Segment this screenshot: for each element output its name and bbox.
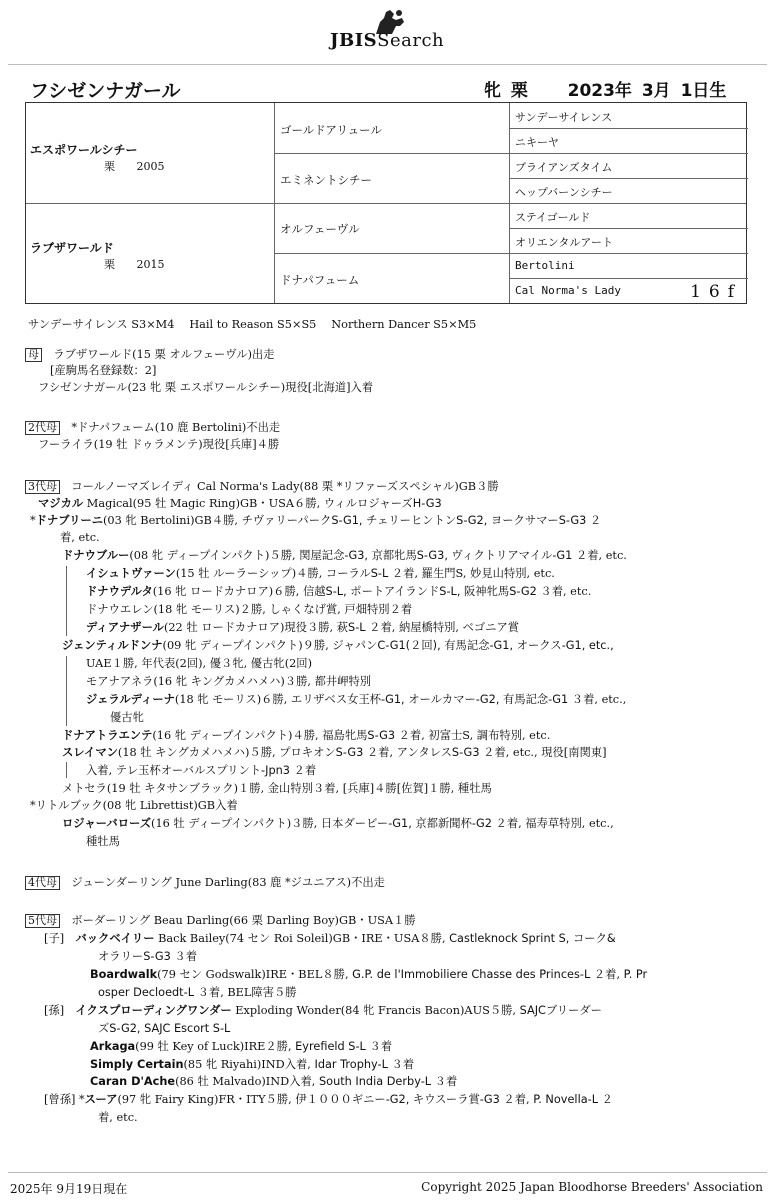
gen3-cell: サンデーサイレンス bbox=[515, 111, 613, 124]
logo-suffix: Search bbox=[377, 30, 445, 51]
dam-section-line: 母 ラブザワールド(15 栗 オルフェーヴル)出走 bbox=[25, 347, 775, 363]
g4-section-line: 4代母 ジューンダーリング June Darling(83 鹿 *ジユニアス)不出走 bbox=[25, 875, 775, 891]
horse-sex: 牝 bbox=[484, 81, 501, 101]
record-line: 着, etc. bbox=[98, 1111, 138, 1124]
tree-connector bbox=[66, 566, 67, 636]
g2-tag: 2代母 bbox=[25, 421, 60, 435]
record-line: ディアナザール(22 牡 ロードカナロア)現役３勝, 萩S-L ２着, 納屋橋特別, ベゴニア賞 bbox=[86, 621, 520, 634]
record-line: osper Decloedt-L ３着, BEL障害５勝 bbox=[98, 986, 297, 999]
record-line: フシゼンナガール(23 牝 栗 エスポワールシチー)現役[北海道]入着 bbox=[38, 381, 374, 394]
record-line: [産駒馬名登録数：2] bbox=[50, 364, 157, 377]
sire-color: 栗 bbox=[104, 160, 115, 173]
footer-divider bbox=[8, 1172, 767, 1173]
jbis-logo bbox=[330, 8, 460, 56]
horse-birth: 2023年 3月 1日生 bbox=[567, 81, 727, 101]
gen2-cell: エミネントシチー bbox=[280, 173, 372, 187]
pedigree-table bbox=[25, 102, 747, 304]
record-line: Boardwalk(79 セン Godswalk)IRE・BEL８勝, G.P. de l'Immobiliere Chasse des Princes-L ２着, P. Pr bbox=[90, 968, 648, 981]
gen3-cell: ニキーヤ bbox=[515, 136, 559, 149]
record-line: ジェラルディーナ(18 牝 モーリス)６勝, エリザベス女王杯-G1, オールカマー-G2, 有馬記念-G1 ３着, etc., bbox=[86, 693, 627, 706]
header-divider bbox=[8, 64, 767, 65]
record-line: オラリーS-G3 ３着 bbox=[98, 950, 197, 963]
record-line: ドナウデルタ(16 牝 ロードカナロア)６勝, 信越S-L, ポートアイランドS-L, 阪神牝馬S-G2 ３着, etc. bbox=[86, 585, 592, 598]
record-line: [曾孫] *スーア(97 牝 Fairy King)FR・ITY５勝, 伊１０００ギニー-G2, キウスーラ賞-G3 ２着, P. Novella-L ２ bbox=[44, 1093, 613, 1106]
gen3-cell: ステイゴールド bbox=[515, 211, 591, 224]
gen2-cell: ゴールドアリュール bbox=[280, 123, 382, 137]
tree-connector bbox=[66, 762, 67, 778]
dam-color: 栗 bbox=[104, 258, 115, 271]
sire-name: エスポワールシチー bbox=[30, 143, 138, 157]
greatgrandchild-tag: [曾孫] bbox=[44, 1093, 76, 1106]
grandchild-tag: [孫] bbox=[44, 1004, 65, 1017]
record-line: 入着, テレ玉杯オーバルスプリント-Jpn3 ２着 bbox=[86, 764, 317, 777]
horse-color: 栗 bbox=[510, 81, 528, 101]
record-line: ジェンティルドンナ(09 牝 ディープインパクト)９勝, ジャパンC-G1(２回), 有馬記念-G1, オークス-G1, etc., bbox=[62, 639, 614, 652]
family-number: 16f bbox=[690, 282, 742, 302]
record-line: *ドナブリーニ(03 牝 Bertolini)GB４勝, チヴァリーパークS-G1, チェリーヒントンS-G2, ヨークサマーS-G3 ２ bbox=[30, 514, 602, 527]
g4-tag: 4代母 bbox=[25, 876, 60, 890]
record-line: UAE１勝, 年代表(2回), 優３牝, 優古牝(2回) bbox=[86, 657, 312, 670]
record-line: モアナアネラ(16 牝 キングカメハメハ)３勝, 都井岬特別 bbox=[86, 675, 372, 688]
horse-name: フシゼンナガール bbox=[30, 80, 181, 102]
gen3-cell: オリエンタルアート bbox=[515, 236, 614, 249]
record-line: スレイマン(18 牡 キングカメハメハ)５勝, プロキオンS-G3 ２着, アンタレスS-G3 ２着, etc., 現役[南関東] bbox=[62, 746, 607, 759]
gen2-cell: オルフェーヴル bbox=[280, 222, 360, 236]
record-line: ズS-G2, SAJC Escort S-L bbox=[98, 1022, 231, 1035]
dam-year: 2015 bbox=[136, 258, 165, 271]
footer-copyright: Copyright 2025 Japan Bloodhorse Breeders' Association bbox=[421, 1180, 763, 1194]
g3-section-line: 3代母 コールノーマズレイディ Cal Norma's Lady(88 栗 *リファーズスペシャル)GB３勝 bbox=[25, 479, 775, 495]
inbreeding-line: サンデーサイレンス S3×M4 Hail to Reason S5×S5 Northern Dancer S5×M5 bbox=[28, 318, 477, 331]
record-line: ドナウエレン(18 牝 モーリス)２勝, しゃくなげ賞, 戸畑特別２着 bbox=[86, 603, 413, 616]
record-line: 優古牝 bbox=[110, 711, 144, 724]
record-line: メトセラ(19 牡 キタサンブラック)１勝, 金山特別３着, [兵庫]４勝[佐賀]１勝, 種牡馬 bbox=[62, 782, 492, 795]
g5-tag: 5代母 bbox=[25, 914, 60, 928]
record-line: 種牡馬 bbox=[86, 835, 120, 848]
record-line: ドナアトラエンテ(16 牝 ディープインパクト)４勝, 福島牝馬S-G3 ２着, 初富士S, 調布特別, etc. bbox=[62, 729, 551, 742]
record-line: マジカル Magical(95 牡 Magic Ring)GB・USA６勝, ウィルロジャーズH-G3 bbox=[38, 497, 442, 510]
record-line: ドナウブルー(08 牝 ディープインパクト)５勝, 関屋記念-G3, 京都牝馬S-G3, ヴィクトリアマイル-G1 ２着, etc. bbox=[62, 549, 627, 562]
record-line: フーライラ(19 牡 ドゥラメンテ)現役[兵庫]４勝 bbox=[38, 438, 280, 451]
record-line: [孫] イクスプローディングワンダー Exploding Wonder(84 牝 Francis Bacon)AUS５勝, SAJCブリーダー bbox=[44, 1004, 602, 1017]
dam-name: ラブザワールド bbox=[30, 241, 114, 255]
record-line: ロジャーバローズ(16 牡 ディープインパクト)３勝, 日本ダービー-G1, 京都新聞杯-G2 ２着, 福寿草特別, etc., bbox=[62, 817, 614, 830]
tree-connector bbox=[66, 656, 67, 726]
record-line: イシュトヴァーン(15 牡 ルーラーシップ)４勝, コーラルS-L ２着, 羅生門S, 妙見山特別, etc. bbox=[86, 567, 555, 580]
gen3-cell: ブライアンズタイム bbox=[515, 161, 613, 174]
gen3-cell: ヘップバーンシチー bbox=[515, 186, 613, 199]
g2-section-line: 2代母 *ドナパフューム(10 鹿 Bertolini)不出走 bbox=[25, 420, 775, 436]
record-line: [子] バックベイリー Back Bailey(74 セン Roi Soleil)GB・IRE・USA８勝, Castleknock Sprint S, コーク& bbox=[44, 932, 616, 945]
sire-year: 2005 bbox=[136, 160, 165, 173]
dam-cell bbox=[30, 239, 165, 272]
record-line: *リトルブック(08 牝 Librettist)GB入着 bbox=[30, 799, 238, 812]
record-line: 着, etc. bbox=[60, 531, 100, 544]
horse-info bbox=[484, 76, 726, 101]
sire-cell bbox=[30, 141, 165, 174]
gen3-cell: Cal Norma's Lady bbox=[515, 284, 621, 297]
g3-tag: 3代母 bbox=[25, 480, 60, 494]
gen3-cell: Bertolini bbox=[515, 259, 575, 272]
dam-tag: 母 bbox=[25, 348, 42, 362]
g5-section-line: 5代母 ボーダーリング Beau Darling(66 栗 Darling Boy)GB・USA１勝 bbox=[25, 913, 775, 929]
logo-brand: JBIS bbox=[330, 30, 378, 51]
record-line: Simply Certain(85 牝 Riyahi)IND入着, Idar Trophy-L ３着 bbox=[90, 1058, 415, 1071]
record-line: Arkaga(99 牡 Key of Luck)IRE２勝, Eyrefield S-L ３着 bbox=[90, 1040, 393, 1053]
footer-date: 2025年 9月19日現在 bbox=[10, 1182, 128, 1196]
record-line: Caran D'Ache(86 牡 Malvado)IND入着, South India Derby-L ３着 bbox=[90, 1075, 458, 1088]
child-tag: [子] bbox=[44, 932, 65, 945]
gen2-cell: ドナパフューム bbox=[280, 273, 360, 287]
